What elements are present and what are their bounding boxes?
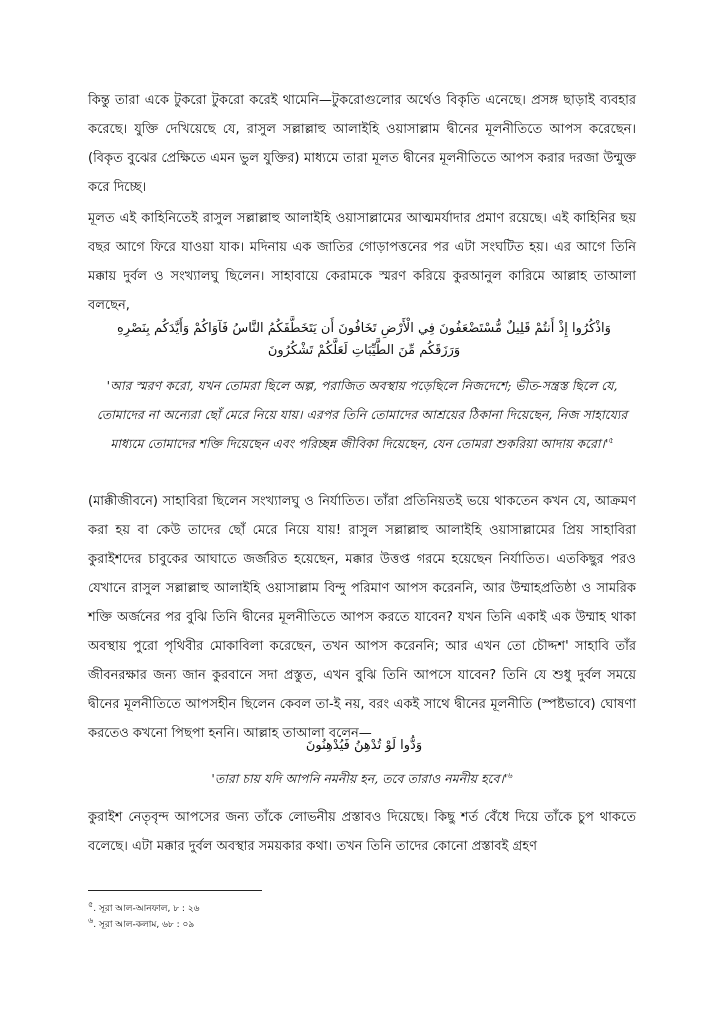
- body-paragraph-1: কিন্তু তারা একে টুকরো টুকরো করেই থামেনি—টুকরোগুলোর অর্থেও বিকৃতি এনেছে। প্রসঙ্গ ছাড়াই ব্যবহার করেছে। যুক্তি দেখিয়েছে যে, রাসুল সল্লাল্লাহু আলাইহি ওয়াসাল্লাম দ্বীনের মূলনীতিতে আপস করেছেন। (বিকৃত বুঝের প্রেক্ষিতে এমন ভুল যুক্তির) মাধ্যমে তারা মূলত দ্বীনের মূলনীতিতে আপস করার দরজা উন্মুক্ত করে দিচ্ছে।: [88, 93, 636, 195]
- verse-translation-2-text: 'তারা চায় যদি আপনি নমনীয় হন, তবে তারাও নমনীয় হবে।': [211, 771, 508, 786]
- body-paragraph-4: কুরাইশ নেতৃবৃন্দ আপসের জন্য তাঁকে লোভনীয় প্রস্তাবও দিয়েছে। কিছু শর্ত বেঁধে দিয়ে তাঁকে চুপ থাকতে বলেছে। এটা মক্কার দুর্বল অবস্থার সময়কার কথা। তখন তিনি তাদের কোনো প্রস্তাবই গ্রহণ: [88, 810, 636, 854]
- footnote-5: [88, 902, 488, 916]
- footnote-6-text: . সূরা আল-কলাম, ৬৮ : ০৯: [93, 920, 195, 930]
- footnote-6: [88, 918, 488, 932]
- quran-verse-arabic-2: وَدُّوا لَوْ تُدْهِنُ فَيُدْهِنُونَ: [305, 738, 423, 753]
- verse-translation-1: [90, 371, 634, 458]
- body-paragraph-2: মূলত এই কাহিনিতেই রাসুল সল্লাল্লাহু আলাইহি ওয়াসাল্লামের আত্মমর্যাদার প্রমাণ রয়েছে। এই কাহিনির ছয় বছর আগে ফিরে যাওয়া যাক। মদিনায় এক জাতির গোড়াপত্তনের পর এটা সংঘটিত হয়। এর আগে তিনি মক্কায় দুর্বল ও সংখ্যালঘু ছিলেন। সাহাবায়ে কেরামকে স্মরণ করিয়ে কুরআনুল কারিমে আল্লাহ তাআলা বলছেন,: [88, 211, 636, 313]
- verse-translation-1-text: 'আর স্মরণ করো, যখন তোমরা ছিলে অল্প, পরাজিত অবস্থায় পড়েছিলে নিজদেশে; ভীত-সন্ত্রস্ত ছিলে যে, তোমাদের না অন্যেরা ছোঁ মেরে নিয়ে যায়। এরপর তিনি তোমাদের আশ্রয়ের ঠিকানা দিয়েছেন, নিজ সাহায্যের মাধ্যমে তোমাদের শক্তি দিয়েছেন এবং পরিচ্ছন্ন জীবিকা দিয়েছেন, যেন তোমরা শুকরিয়া আদায় করো।': [96, 378, 628, 451]
- footnote-5-text: . সূরা আল-আনফাল, ৮ : ২৬: [93, 904, 200, 914]
- footnote-divider: [88, 890, 262, 891]
- footnote-ref-6[interactable]: ৬: [507, 770, 513, 780]
- verse-translation-2: [150, 764, 574, 793]
- footnote-ref-5[interactable]: ৫: [608, 435, 614, 445]
- quran-verse-arabic-1: وَاذْكُرُوا إِذْ أَنتُمْ قَلِيلٌ مُّسْتَضْعَفُونَ فِي الْأَرْضِ تَخَافُونَ أَن يَتَخَطَّفَكُمُ النَّاسُ فَآوَاكُمْ وَأَيَّدَكُم بِنَصْرِهِ وَرَزَقَكُم مِّنَ الطَّيِّبَاتِ لَعَلَّكُمْ تَشْكُرُونَ: [117, 321, 611, 358]
- body-paragraph-3: (মাক্কীজীবনে) সাহাবিরা ছিলেন সংখ্যালঘু ও নির্যাতিত। তাঁরা প্রতিনিয়তই ভয়ে থাকতেন কখন যে, আক্রমণ করা হয় বা কেউ তাদের ছোঁ মেরে নিয়ে যায়! রাসুল সল্লাল্লাহু আলাইহি ওয়াসাল্লামের প্রিয় সাহাবিরা কুরাইশদের চাবুকের আঘাতে জর্জরিত হয়েছেন, মক্কার উত্তপ্ত গরমে হয়েছেন নির্যাতিত। এতকিছুর পরও যেখানে রাসুল সল্লাল্লাহু আলাইহি ওয়াসাল্লাম বিন্দু পরিমাণ আপস করেননি, আর উম্মাহপ্রতিষ্ঠা ও সামরিক শক্তি অর্জনের পর বুঝি তিনি দ্বীনের মূলনীতিতে আপস করতে যাবেন? যখন তিনি একাই এক উম্মাহ থাকা অবস্থায় পুরো পৃথিবীর মোকাবিলা করেছেন, তখন আপস করেননি; আর এখন তো চৌদ্দশ' সাহাবি তাঁর জীবনরক্ষার জন্য জান কুরবানে সদা প্রস্তুত, এখন বুঝি তিনি আপসে যাবেন? তিনি যে শুধু দুর্বল সময়ে দ্বীনের মূলনীতিতে আপসহীন ছিলেন কেবল তা-ই নয়, বরং একই সাথে দ্বীনের মূলনীতি (স্পষ্টভাবে) ঘোষণা করতেও কখনো পিছপা হননি। আল্লাহ তাআলা বলেন—: [88, 494, 636, 741]
- footnote-6-mark: ৬: [88, 916, 94, 925]
- footnote-5-mark: ৫: [88, 900, 94, 909]
